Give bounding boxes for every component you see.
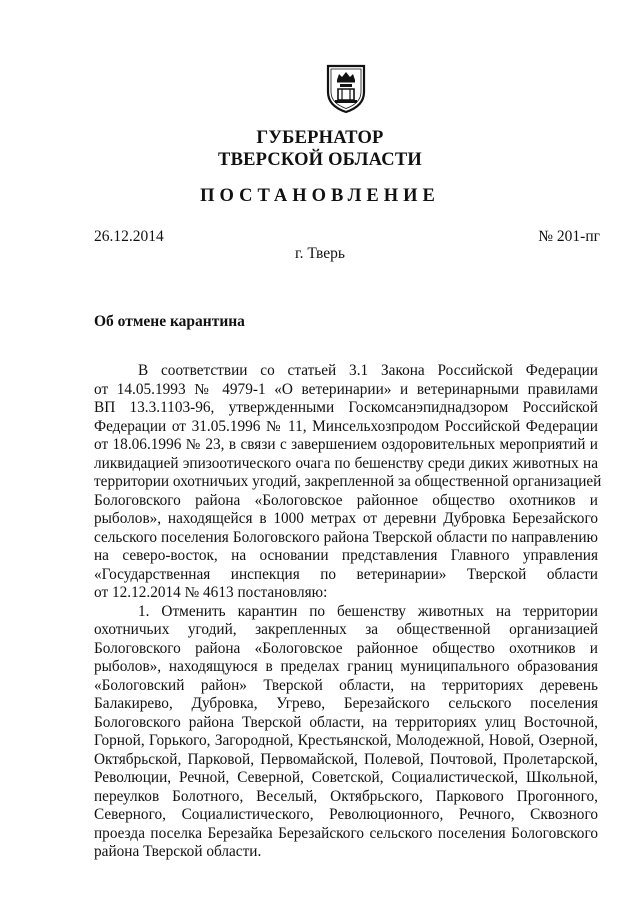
coat-of-arms-icon (320, 62, 372, 114)
text-line: охотничьих угодий, закрепленных за общественной организацией (94, 621, 598, 638)
document-body (94, 362, 602, 862)
text-line: от 14.05.1993 № 4979-1 «О ветеринарии» и ветеринарными правилами (94, 380, 598, 398)
text-line: Октябрьской, Парковой, Первомайской, Полевой, Почтовой, Пролетарской, (94, 750, 598, 768)
document-type: ПОСТАНОВЛЕНИЕ (200, 186, 440, 206)
text-line: Балакирево, Дубровка, Угрево, Березайского сельского поселения (94, 695, 598, 712)
text-line: на северо-восток, на основании представления Главного управления (94, 547, 598, 564)
text-line: Бологовского района «Бологовское районное общество охотников и (94, 491, 598, 509)
text-line: рыболов», находящейся в 1000 метрах от деревни Дубровка Березайского (94, 510, 598, 527)
text-line: Северного, Социалистического, Революционного, Речного, Сквозного (94, 806, 598, 823)
text-line: 1. Отменить карантин по бешенству животных на территории (138, 602, 598, 620)
text-line: Федерации от 31.05.1996 № 11, Минсельхозпродом Российской Федерации (94, 417, 598, 435)
paragraph-item-1 (94, 603, 598, 862)
text-line: от 12.12.2014 № 4613 постановляю: (94, 584, 328, 601)
text-line: района Тверской области. (94, 843, 262, 860)
text-line: проезда поселка Березайка Березайского сельского поселения Бологовского (94, 824, 598, 842)
text-line: рыболов», находящуюся в пределах границ муниципального образования (94, 658, 598, 675)
text-line: сельского поселения Бологовского района Тверской области по направлению (94, 528, 598, 546)
text-line: переулков Болотного, Веселый, Октябрьского, Паркового Прогонного, (94, 787, 598, 805)
text-line: «Государственная инспекция по ветеринарии» Тверской области (94, 565, 598, 583)
document-date: 26.12.2014 (94, 228, 164, 245)
issuer-line-2: ТВЕРСКОЙ ОБЛАСТИ (218, 150, 422, 170)
text-line: ликвидацией эпизоотического очага по бешенству среди диких животных на (94, 454, 598, 472)
text-line: от 18.06.1996 № 23, в связи с завершением оздоровительных мероприятий и (94, 436, 598, 453)
issuer-heading (0, 127, 640, 171)
text-line: Горной, Горького, Загородной, Крестьянской, Молодежной, Новой, Озерной, (94, 732, 598, 749)
document-city: г. Тверь (295, 245, 345, 262)
text-line: Бологовского района «Бологовское районное общество охотников и (94, 639, 598, 657)
text-line: В соответствии со статьей 3.1 Закона Российской Федерации (138, 362, 598, 379)
text-line: «Бологовский район» Тверской области, на территориях деревень (94, 676, 598, 694)
document-subject: Об отмене карантина (94, 313, 245, 330)
tver-coat-of-arms-icon (320, 62, 372, 114)
text-line: ВП 13.3.1103-96, утвержденными Госкомсанэпиднадзором Российской (94, 399, 598, 416)
text-line: территории охотничьих угодий, закрепленной за общественной организацией (94, 473, 602, 490)
paragraph-preamble (94, 362, 602, 603)
text-line: Бологовского района Тверской области, на территориях улиц Восточной, (94, 713, 598, 731)
text-line: Революции, Речной, Северной, Советской, Социалистической, Школьной, (94, 769, 598, 786)
issuer-line-1: ГУБЕРНАТОР (256, 128, 384, 148)
document-number: № 201-пг (538, 228, 600, 245)
